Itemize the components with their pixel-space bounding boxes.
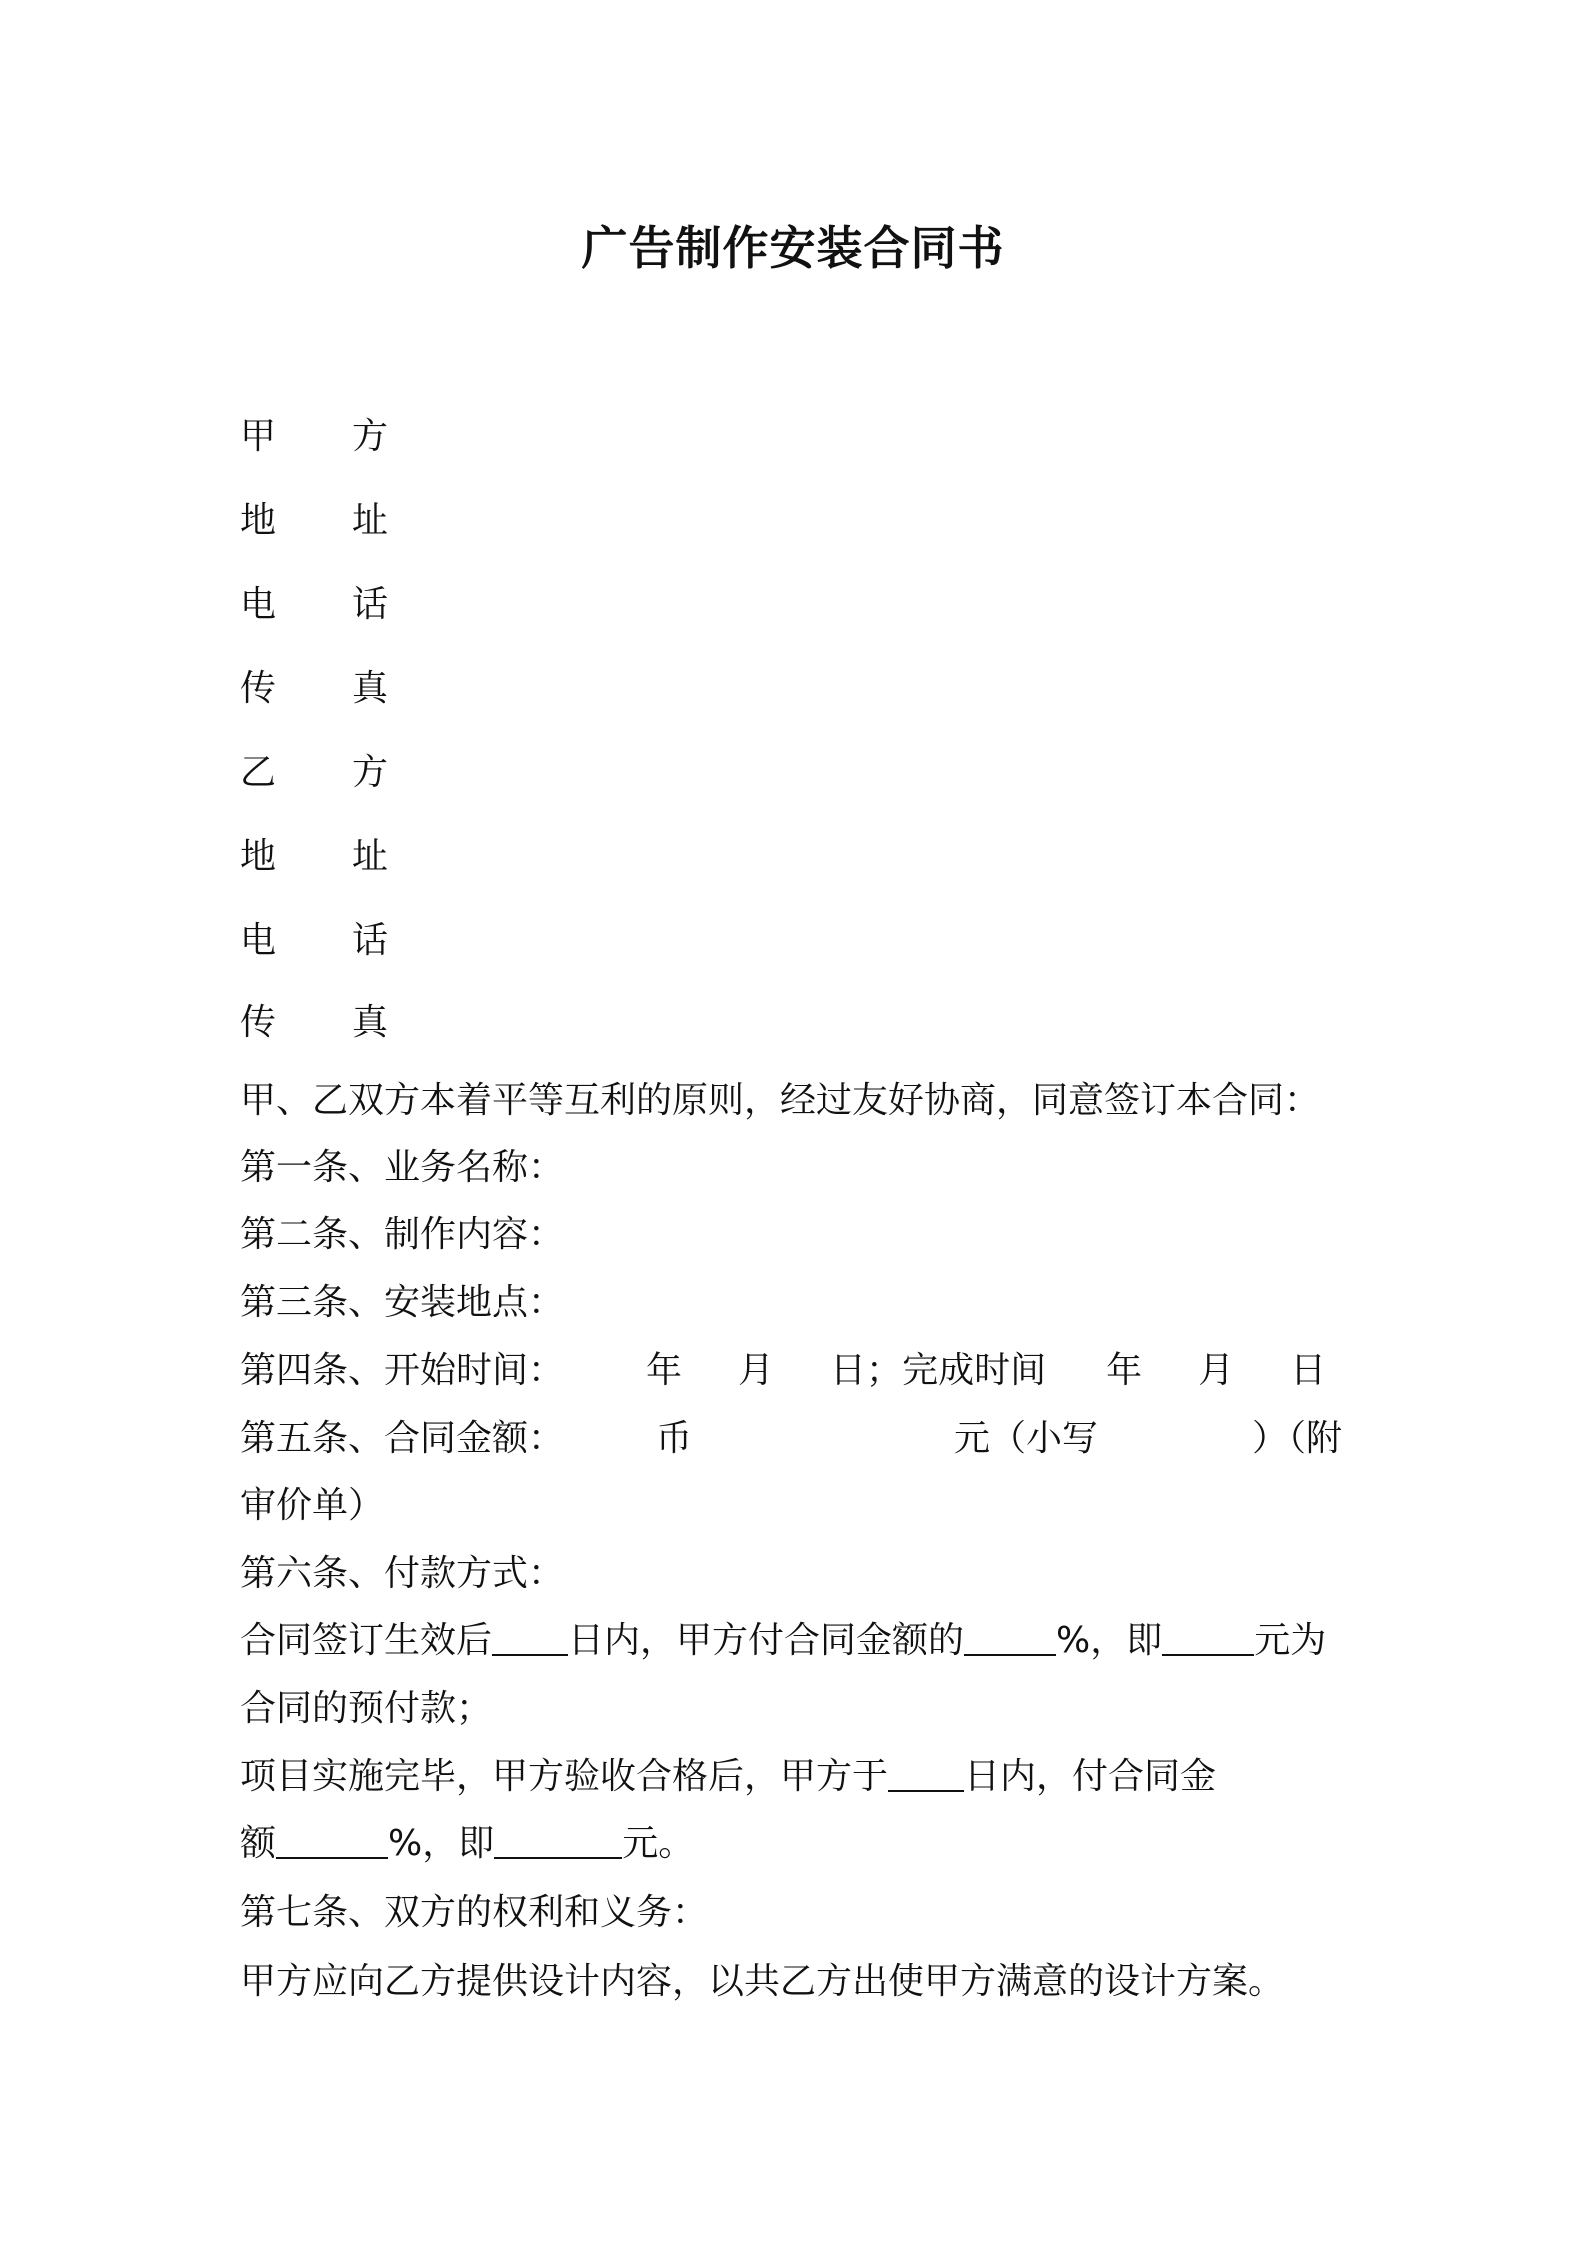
party-label-char: 话 bbox=[352, 920, 389, 961]
party-a-phone-row bbox=[240, 583, 388, 627]
party-label-char: 甲 bbox=[240, 416, 277, 457]
party-label-char: 真 bbox=[352, 668, 389, 709]
document-title: 广告制作安装合同书 bbox=[581, 221, 1005, 275]
payment-term-2 bbox=[240, 1755, 1216, 1799]
party-label-char: 电 bbox=[240, 920, 277, 961]
party-label-char: 传 bbox=[240, 668, 277, 709]
article-7: 第七条、双方的权利和义务： bbox=[240, 1892, 709, 1933]
party-a-name-row bbox=[240, 415, 388, 459]
amount-in-figures-label: 元（小写 bbox=[954, 1418, 1099, 1459]
amount-blank bbox=[494, 1823, 622, 1859]
party-label-char: 方 bbox=[352, 416, 389, 457]
party-label-char: 真 bbox=[352, 1002, 389, 1043]
start-month: 月 bbox=[738, 1350, 775, 1391]
party-b-phone-row bbox=[240, 919, 388, 963]
days-blank bbox=[888, 1756, 964, 1792]
percent-blank bbox=[964, 1620, 1056, 1656]
article-6: 第六条、付款方式： bbox=[240, 1553, 565, 1594]
currency-label: 币 bbox=[656, 1418, 693, 1459]
article-3: 第三条、安装地点： bbox=[240, 1282, 565, 1323]
party-label-char: 址 bbox=[352, 836, 389, 877]
party-b-fax-row bbox=[240, 1001, 388, 1045]
finish-year: 年 bbox=[1106, 1350, 1143, 1391]
party-label-char: 址 bbox=[352, 500, 389, 541]
article-4 bbox=[240, 1349, 1326, 1393]
party-label-char: 乙 bbox=[240, 752, 277, 793]
party-label-char: 电 bbox=[240, 584, 277, 625]
article-1: 第一条、业务名称： bbox=[240, 1147, 565, 1188]
start-day: 日； bbox=[830, 1350, 903, 1391]
percent-blank bbox=[276, 1823, 388, 1859]
payment-text: 元。 bbox=[622, 1823, 695, 1864]
payment-term-1-continued: 合同的预付款； bbox=[240, 1688, 493, 1729]
party-a-address-row bbox=[240, 499, 388, 543]
finish-time-label: 完成时间 bbox=[902, 1350, 1047, 1391]
article-4-label: 第四条、开始时间： bbox=[240, 1350, 565, 1391]
party-label-char: 地 bbox=[240, 836, 277, 877]
party-label-char: 方 bbox=[352, 752, 389, 793]
article-2: 第二条、制作内容： bbox=[240, 1214, 565, 1255]
payment-text: 项目实施完毕，甲方验收合格后，甲方于 bbox=[240, 1756, 889, 1797]
payment-text: 合同签订生效后 bbox=[240, 1620, 493, 1661]
payment-text: 额 bbox=[240, 1823, 277, 1864]
party-b-name-row bbox=[240, 751, 388, 795]
party-b-address-row bbox=[240, 835, 388, 879]
payment-text: 日内，付合同金 bbox=[964, 1756, 1217, 1797]
party-a-fax-row bbox=[240, 667, 388, 711]
payment-text: %，即 bbox=[388, 1823, 495, 1864]
amount-blank bbox=[1162, 1620, 1254, 1656]
article-5 bbox=[240, 1417, 1342, 1461]
party-label-char: 地 bbox=[240, 500, 277, 541]
article-5-continued: 审价单） bbox=[240, 1485, 385, 1526]
party-label-char: 传 bbox=[240, 1002, 277, 1043]
payment-term-2-continued bbox=[240, 1822, 694, 1866]
party-label-char: 话 bbox=[352, 584, 389, 625]
article-5-label: 第五条、合同金额： bbox=[240, 1418, 565, 1459]
finish-month: 月 bbox=[1198, 1350, 1235, 1391]
article-7-clause-1: 甲方应向乙方提供设计内容，以共乙方出使甲方满意的设计方案。 bbox=[240, 1961, 1285, 2002]
payment-text: 元为 bbox=[1254, 1620, 1327, 1661]
days-blank bbox=[492, 1620, 568, 1656]
payment-text: %，即 bbox=[1056, 1620, 1163, 1661]
payment-term-1 bbox=[240, 1619, 1326, 1663]
start-year: 年 bbox=[646, 1350, 683, 1391]
intro-paragraph: 甲、乙双方本着平等互利的原则，经过友好协商，同意签订本合同： bbox=[240, 1080, 1321, 1121]
payment-text: 日内，甲方付合同金额的 bbox=[568, 1620, 965, 1661]
finish-day: 日 bbox=[1290, 1350, 1327, 1391]
attachment-note: ）（附 bbox=[1252, 1418, 1343, 1459]
